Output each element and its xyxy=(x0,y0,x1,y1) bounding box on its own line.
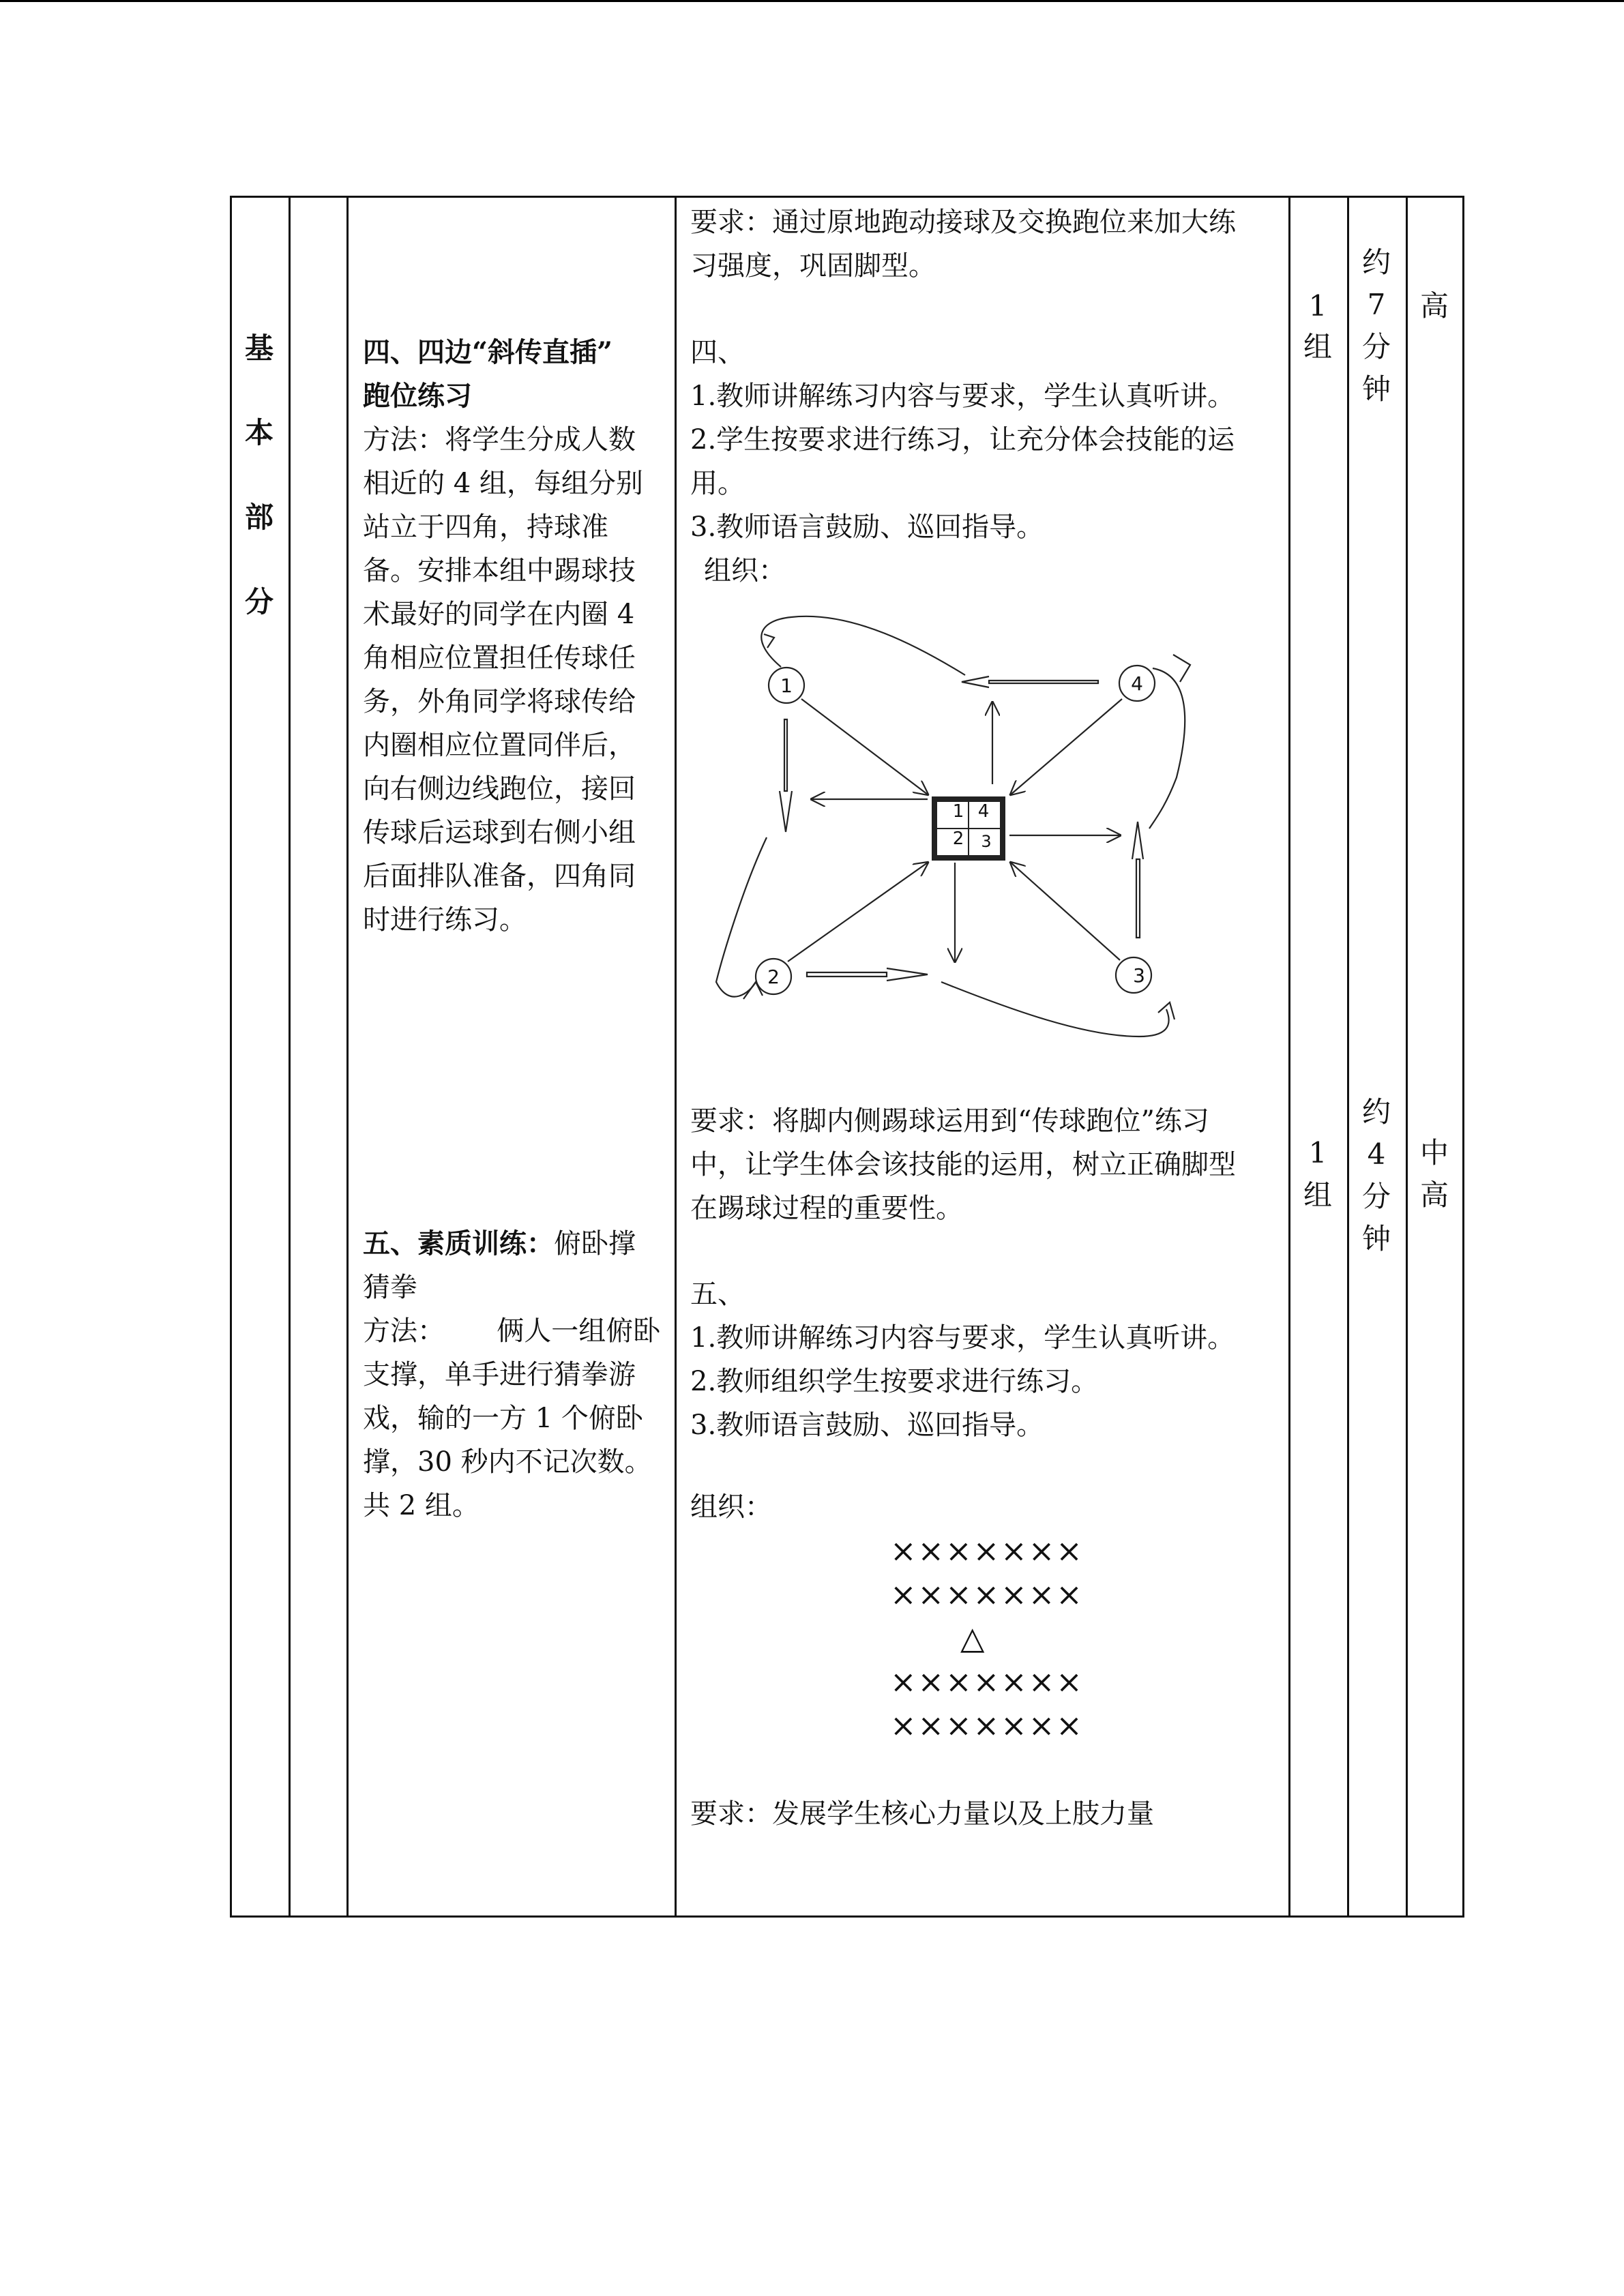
item5-step: 3.教师语言鼓励、巡回指导。 xyxy=(690,1410,1044,1441)
formation-teacher: △ xyxy=(960,1620,986,1656)
item5-heading: 五、 xyxy=(690,1279,745,1310)
item4-method-line: 后面排队准备，四角同 xyxy=(363,861,636,892)
item4-requirement-line: 要求：将脚内侧踢球运用到“传球跑位”练习 xyxy=(690,1105,1209,1137)
formation-row: ××××××× xyxy=(890,1532,1084,1569)
item5-method-line: 方法： 俩人一组俯卧 xyxy=(363,1315,661,1347)
col-border-1 xyxy=(289,196,291,1918)
col-border-5 xyxy=(1347,196,1349,1918)
section-label-char: 本 xyxy=(244,416,274,449)
item4-title-line2: 跑位练习 xyxy=(363,380,472,412)
item4-method-line: 角相应位置担任传球任 xyxy=(363,642,636,674)
item4-method-line: 传球后运球到右侧小组 xyxy=(363,817,636,848)
dribble-tip xyxy=(780,791,792,832)
item5-title-line2: 猜拳 xyxy=(363,1272,417,1303)
item5-requirement: 要求：发展学生核心力量以及上肢力量 xyxy=(690,1798,1154,1830)
run-path-head xyxy=(1173,655,1190,682)
dribble-tip xyxy=(962,676,989,687)
pass-arrow xyxy=(801,699,928,794)
inner-label: 4 xyxy=(977,801,990,822)
item5-title-rest: 俯卧撑 xyxy=(554,1228,636,1259)
time-char: 约 xyxy=(1361,1095,1391,1129)
dribble-tip xyxy=(1132,822,1143,859)
run-path-head xyxy=(764,634,774,648)
run-path-head xyxy=(743,982,763,999)
dribble-line xyxy=(784,719,787,791)
section-label-char: 基 xyxy=(244,331,274,365)
inner-label: 1 xyxy=(952,801,964,822)
item5-title xyxy=(363,1222,636,1266)
item4-method-line: 务，外角同学将球传给 xyxy=(363,686,636,717)
top-requirement-line: 习强度，巩固脚型。 xyxy=(690,250,936,282)
item4-step: 1.教师讲解练习内容与要求，学生认真听讲。 xyxy=(690,381,1235,412)
item5-method-line: 支撑，单手进行猜拳游 xyxy=(363,1359,636,1390)
time-char: 钟 xyxy=(1361,1222,1391,1255)
item4-method-line: 方法：将学生分成人数 xyxy=(363,424,636,456)
group-unit: 组 xyxy=(1303,1178,1332,1212)
item4-heading: 四、 xyxy=(690,337,745,368)
inner-label: 2 xyxy=(952,829,964,849)
item5-method-line: 共 2 组。 xyxy=(363,1490,479,1521)
item5-org-label: 组织： xyxy=(690,1491,772,1523)
formation-row: ××××××× xyxy=(890,1576,1084,1613)
item4-requirement-line: 在踢球过程的重要性。 xyxy=(690,1193,963,1224)
group-count: 1 xyxy=(1308,1136,1327,1169)
item5-method-line: 撑，30 秒内不记次数。 xyxy=(363,1446,652,1478)
group-count: 1 xyxy=(1308,289,1327,323)
formation-row: ××××××× xyxy=(890,1663,1084,1700)
time-char: 钟 xyxy=(1361,372,1391,406)
corner-label: 4 xyxy=(1131,672,1143,695)
item4-step: 2.学生按要求进行练习，让充分体会技能的运 xyxy=(690,424,1235,456)
pass-arrow xyxy=(1011,699,1122,794)
section-label-char: 分 xyxy=(244,585,274,618)
item4-method-line: 时进行练习。 xyxy=(363,904,527,936)
time-char: 4 xyxy=(1367,1137,1386,1171)
dribble-line xyxy=(989,681,1098,683)
col-border-2 xyxy=(346,196,349,1918)
dribble-line xyxy=(1136,859,1140,938)
col-border-3 xyxy=(675,196,677,1918)
intensity-char: 中 xyxy=(1419,1136,1449,1169)
item4-method-line: 站立于四角，持球准 xyxy=(363,511,608,543)
item4-step: 3.教师语言鼓励、巡回指导。 xyxy=(690,511,1044,543)
time-char: 分 xyxy=(1361,1180,1391,1213)
item4-method-line: 向右侧边线跑位，接回 xyxy=(363,773,636,805)
table-top-border xyxy=(230,196,1464,198)
dribble-line xyxy=(807,972,887,976)
intensity-char: 高 xyxy=(1419,1178,1449,1212)
inner-label: 3 xyxy=(981,832,992,851)
col-border-7 xyxy=(1462,196,1464,1918)
corner-label: 2 xyxy=(767,966,780,988)
passing-drill-diagram xyxy=(703,600,1221,1050)
col-border-6 xyxy=(1406,196,1408,1918)
item5-title-bold: 五、素质训练： xyxy=(363,1227,554,1259)
item5-method-line: 戏，输的一方 1 个俯卧 xyxy=(363,1403,643,1434)
group-unit: 组 xyxy=(1303,330,1332,363)
time-char: 约 xyxy=(1361,245,1391,279)
corner-label: 3 xyxy=(1133,964,1145,987)
run-path xyxy=(941,982,1169,1037)
pass-arrow xyxy=(788,863,928,961)
formation-row: ××××××× xyxy=(890,1707,1084,1744)
run-path xyxy=(1149,668,1185,829)
intensity-char: 高 xyxy=(1419,289,1449,323)
col-border-4 xyxy=(1288,196,1290,1918)
item4-step: 用。 xyxy=(690,468,745,499)
table-bottom-border xyxy=(230,1915,1464,1918)
item4-method-line: 备。安排本组中踢球技 xyxy=(363,555,636,586)
item5-step: 2.教师组织学生按要求进行练习。 xyxy=(690,1366,1099,1397)
item4-method-line: 术最好的同学在内圈 4 xyxy=(363,599,635,630)
page-top-border xyxy=(0,0,1624,2)
item5-step: 1.教师讲解练习内容与要求，学生认真听讲。 xyxy=(690,1322,1235,1354)
item4-method-line: 内圈相应位置同伴后， xyxy=(363,730,636,761)
section-label-char: 部 xyxy=(244,501,274,534)
run-path xyxy=(716,837,767,997)
time-char: 分 xyxy=(1361,330,1391,363)
corner-label: 1 xyxy=(780,674,793,697)
item4-title: 四、四边“斜传直插” xyxy=(363,336,613,368)
top-requirement-line: 要求：通过原地跑动接球及交换跑位来加大练 xyxy=(690,207,1236,238)
item4-requirement-line: 中，让学生体会该技能的运用，树立正确脚型 xyxy=(690,1149,1236,1180)
item4-method-line: 相近的 4 组，每组分别 xyxy=(363,468,643,499)
col-border-0 xyxy=(230,196,232,1918)
pass-arrow xyxy=(1011,863,1120,960)
time-char: 7 xyxy=(1367,288,1386,321)
run-path xyxy=(761,616,965,675)
item4-org-label: 组织： xyxy=(704,555,786,586)
dribble-tip xyxy=(887,968,928,981)
